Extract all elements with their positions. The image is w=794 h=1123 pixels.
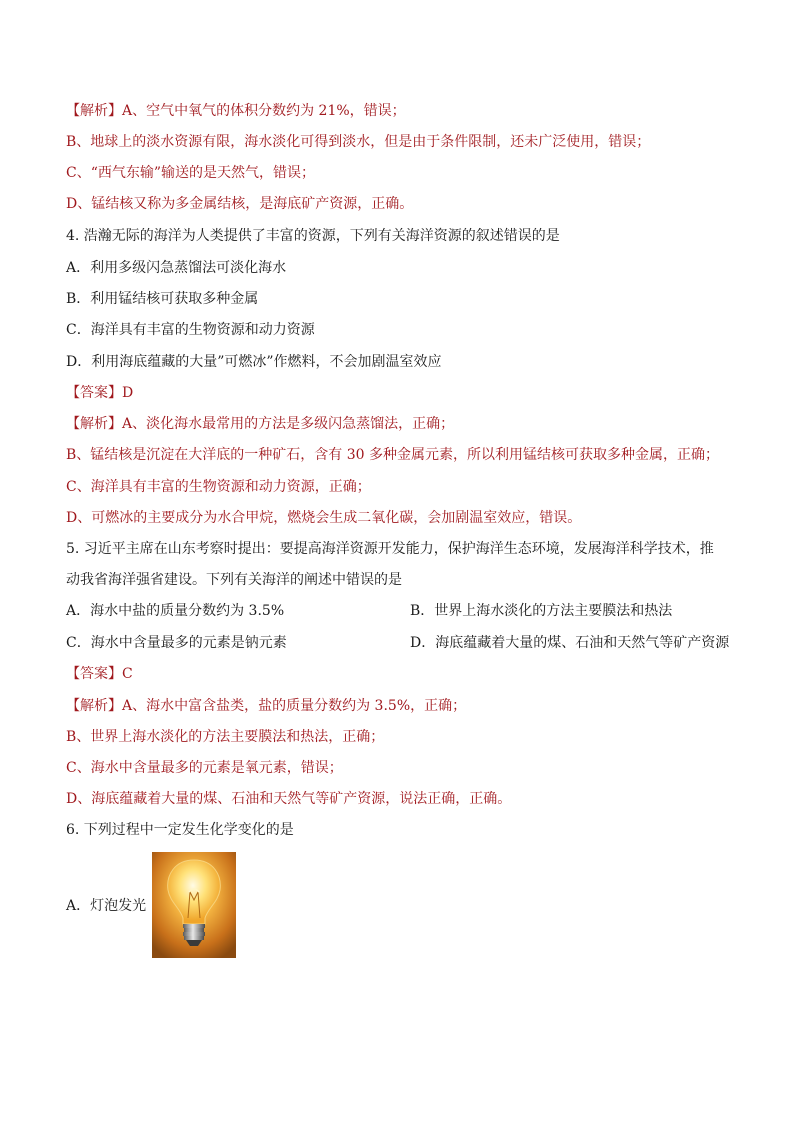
q5-analysis-line: C、海水中含量最多的元素是氧元素，错误；: [66, 760, 343, 776]
question-5-stem: 动我省海洋强省建设。下列有关海洋的阐述中错误的是: [66, 572, 402, 588]
q5-option-d: D．海底蕴藏着大量的煤、石油和天然气等矿产资源: [410, 635, 730, 651]
q5-analysis-line: B、世界上海水淡化的方法主要膜法和热法，正确；: [66, 729, 385, 745]
q4-answer: 【答案】D: [66, 385, 134, 401]
analysis-tag: 【解析】: [66, 103, 122, 119]
q5-analysis-line: D、海底蕴藏着大量的煤、石油和天然气等矿产资源，说法正确，正确。: [66, 791, 512, 807]
q5-options-row: [66, 601, 738, 621]
q5-answer: 【答案】C: [66, 666, 133, 682]
q4-option-a: A．利用多级闪急蒸馏法可淡化海水: [66, 260, 287, 276]
q4-analysis-line: D、可燃冰的主要成分为水合甲烷，燃烧会生成二氧化碳，会加剧温室效应，错误。: [66, 510, 582, 526]
light-bulb-image: [152, 852, 236, 958]
question-5-stem: 5. 习近平主席在山东考察时提出：要提高海洋资源开发能力，保护海洋生态环境，发展海洋科学技术，推: [66, 541, 714, 557]
question-4-stem: 4. 浩瀚无际的海洋为人类提供了丰富的资源，下列有关海洋资源的叙述错误的是: [66, 228, 560, 244]
analysis-line: 【解析】A、空气中氧气的体积分数约为 21%，错误；: [66, 103, 406, 119]
question-6-stem: 6. 下列过程中一定发生化学变化的是: [66, 822, 294, 838]
q4-option-b: B．利用锰结核可获取多种金属: [66, 291, 259, 307]
q6-option-a: A．灯泡发光: [66, 898, 147, 914]
q4-analysis-line: 【解析】A、淡化海水最常用的方法是多级闪急蒸馏法，正确；: [66, 416, 455, 432]
q4-analysis-line: C、海洋具有丰富的生物资源和动力资源，正确；: [66, 479, 371, 495]
q4-analysis-line: B、锰结核是沉淀在大洋底的一种矿石，含有 30 多种金属元素，所以利用锰结核可获取多种金属，正确；: [66, 447, 720, 463]
analysis-line: B、地球上的淡水资源有限，海水淡化可得到淡水，但是由于条件限制，还未广泛使用，错误；: [66, 134, 651, 150]
analysis-line: D、锰结核又称为多金属结核，是海底矿产资源，正确。: [66, 196, 414, 212]
q4-option-d: D．利用海底蕴藏的大量”可燃冰”作燃料，不会加剧温室效应: [66, 354, 442, 370]
q5-option-b: B．世界上海水淡化的方法主要膜法和热法: [410, 603, 673, 619]
q4-option-c: C．海洋具有丰富的生物资源和动力资源: [66, 322, 315, 338]
light-bulb-icon: [152, 852, 236, 958]
q5-analysis-line: 【解析】A、海水中富含盐类，盐的质量分数约为 3.5%，正确；: [66, 698, 467, 714]
q5-options-row: [66, 633, 738, 653]
analysis-line: C、“西气东输”输送的是天然气，错误；: [66, 165, 316, 181]
q5-option-a: A．海水中盐的质量分数约为 3.5%: [66, 603, 285, 619]
q5-option-c: C．海水中含量最多的元素是钠元素: [66, 635, 287, 651]
